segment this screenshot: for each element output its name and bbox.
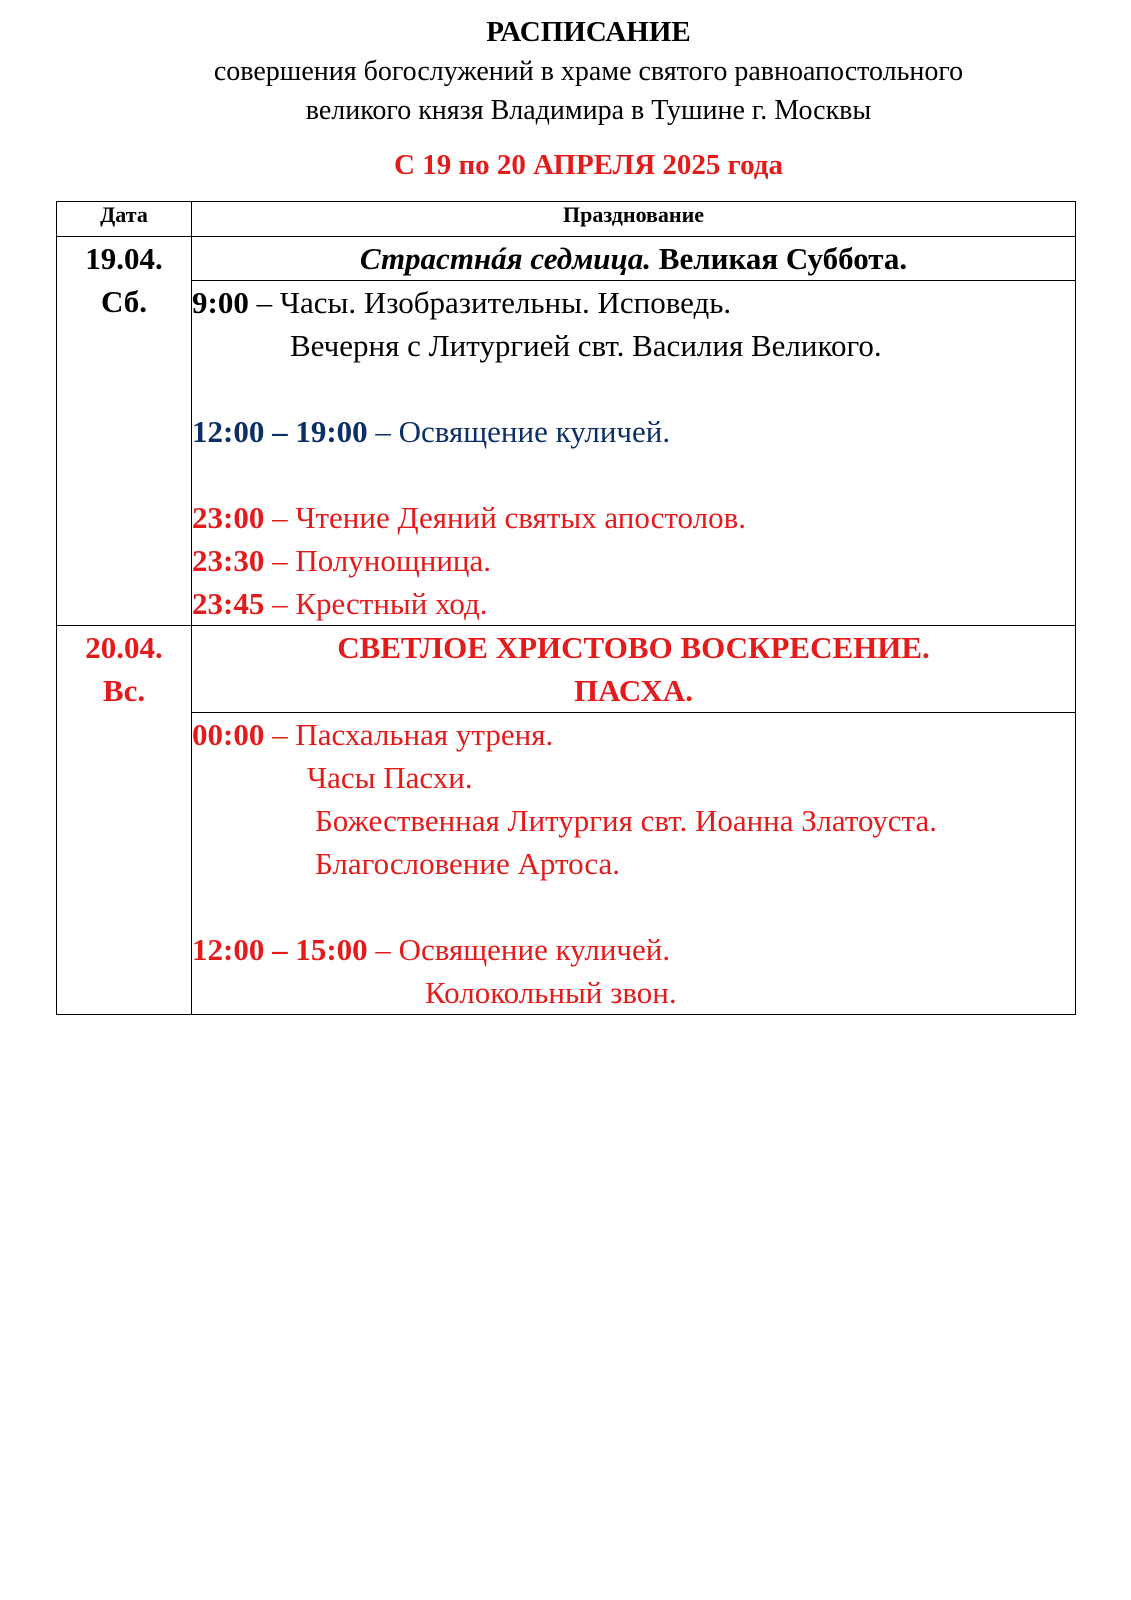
service-text: – Освящение куличей. <box>367 414 671 449</box>
service-continuation: Часы Пасхи. <box>307 760 473 795</box>
service-text: – Часы. Изобразительны. Исповедь. <box>248 285 732 320</box>
services-cell <box>192 281 1076 626</box>
document-title: РАСПИСАНИЕ <box>486 16 691 48</box>
service-time: 00:00 <box>192 717 265 752</box>
table-row <box>57 626 1076 713</box>
service-continuation: Колокольный звон. <box>425 975 677 1010</box>
service-item <box>192 539 1075 582</box>
service-text: – Освящение куличей. <box>367 932 671 967</box>
service-item <box>192 496 1075 539</box>
service-text: – Чтение Деяний святых апостолов. <box>264 500 746 535</box>
feast-week-name: Страстнáя седмица. <box>359 241 652 276</box>
date-value: 20.04. <box>85 630 163 665</box>
schedule-table <box>56 201 1076 1015</box>
weekday-value: Сб. <box>100 284 147 319</box>
service-time: 12:00 – 19:00 <box>192 414 368 449</box>
date-cell <box>57 237 192 626</box>
service-text: – Крестный ход. <box>264 586 488 621</box>
services-cell <box>192 713 1076 1015</box>
service-item <box>192 410 1075 453</box>
service-item <box>192 582 1075 625</box>
service-text: – Пасхальная утреня. <box>264 717 554 752</box>
service-continuation: Благословение Артоса. <box>315 846 621 881</box>
column-header-celebration: Празднование <box>192 202 1076 237</box>
service-time: 12:00 – 15:00 <box>192 932 368 967</box>
table-header-row <box>57 202 1076 237</box>
document-subtitle-line1: совершения богослужений в храме святого равноапостольного <box>213 56 964 87</box>
schedule-period: С 19 по 20 АПРЕЛЯ 2025 года <box>394 149 783 181</box>
service-continuation: Божественная Литургия свт. Иоанна Златоуста. <box>315 803 937 838</box>
weekday-value: Вс. <box>102 673 146 708</box>
service-item <box>192 928 1075 971</box>
column-header-date: Дата <box>57 202 192 237</box>
feast-cell <box>192 626 1076 713</box>
service-item <box>192 713 1075 756</box>
service-time: 9:00 <box>192 285 249 320</box>
feast-day-name: Великая Суббота. <box>651 241 908 276</box>
service-continuation: Вечерня с Литургией свт. Василия Великого. <box>290 328 882 363</box>
table-row <box>57 713 1076 1015</box>
feast-cell <box>192 237 1076 281</box>
document-subtitle-line2: великого князя Владимира в Тушине г. Москвы <box>305 95 872 126</box>
table-row <box>57 237 1076 281</box>
table-row <box>57 281 1076 626</box>
date-value: 19.04. <box>85 241 163 276</box>
service-time: 23:45 <box>192 586 265 621</box>
date-cell <box>57 626 192 1015</box>
service-time: 23:30 <box>192 543 265 578</box>
feast-title-line2: ПАСХА. <box>573 673 694 708</box>
service-text: – Полунощница. <box>264 543 492 578</box>
service-item <box>192 281 1075 324</box>
service-time: 23:00 <box>192 500 265 535</box>
feast-title-line1: СВЕТЛОЕ ХРИСТОВО ВОСКРЕСЕНИЕ. <box>337 630 930 665</box>
